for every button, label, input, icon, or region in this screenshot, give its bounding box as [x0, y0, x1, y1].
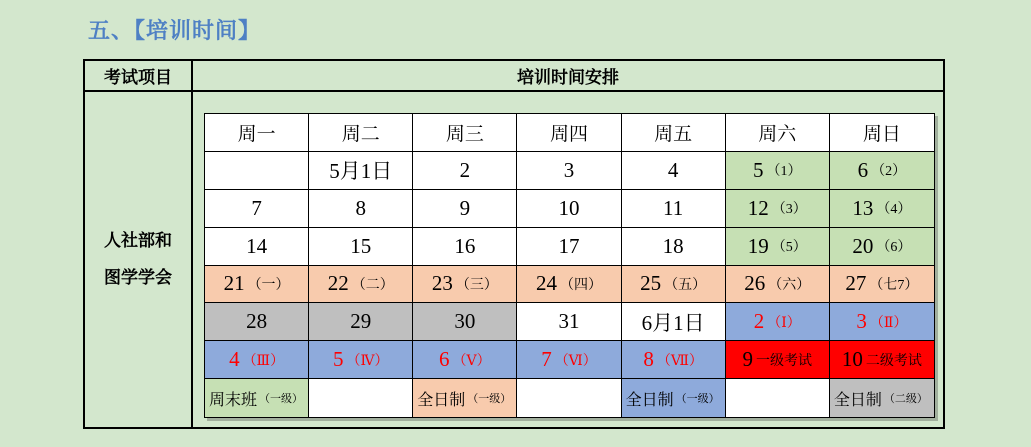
- calendar-cell: [517, 303, 621, 341]
- cell-suffix: （2）: [871, 164, 907, 180]
- cell-text: 23: [431, 271, 453, 296]
- cell-text: 31: [558, 309, 580, 334]
- calendar-cell: [413, 303, 517, 341]
- cell-suffix: （6）: [876, 240, 912, 256]
- cell-text: 4: [229, 347, 240, 372]
- cell-suffix: 一级考试: [756, 353, 813, 369]
- cell-text: 20: [852, 233, 874, 258]
- cell-text: 9: [459, 195, 471, 220]
- cell-text: 21: [223, 271, 245, 296]
- calendar-cell: [413, 266, 517, 304]
- cell-text: 10: [558, 195, 580, 220]
- page-title: 五、【培训时间】: [88, 18, 262, 43]
- calendar-cell: [517, 379, 621, 417]
- calendar-cell: [309, 266, 413, 304]
- exam-project-label-line1: 人社部和: [104, 230, 172, 250]
- cell-text: 24: [535, 271, 557, 296]
- cell-text: 29: [350, 309, 372, 334]
- cell-text: 3: [563, 157, 575, 182]
- cell-text: 14: [246, 233, 268, 258]
- cell-suffix: （一级）: [467, 393, 512, 406]
- cell-suffix: （Ⅱ）: [869, 315, 908, 331]
- cell-suffix: （一）: [247, 277, 290, 293]
- calendar-cell: [830, 341, 934, 379]
- calendar-area: [193, 92, 943, 427]
- cell-text: 16: [454, 233, 476, 258]
- cell-text: 22: [327, 271, 349, 296]
- calendar-cell: [622, 114, 726, 152]
- cell-text: 7: [251, 195, 262, 220]
- cell-suffix: （Ⅳ）: [346, 353, 389, 369]
- cell-suffix: （一级）: [675, 393, 720, 406]
- calendar-cell: [205, 341, 309, 379]
- cell-text: 6: [857, 157, 869, 182]
- calendar-cell: [726, 114, 830, 152]
- cell-text: 30: [454, 309, 476, 334]
- calendar-cell: [830, 303, 934, 341]
- calendar-date-row: [205, 190, 934, 228]
- calendar-cell: [622, 266, 726, 304]
- calendar-cell: [309, 303, 413, 341]
- calendar-cell: [726, 379, 830, 417]
- calendar-cell: [413, 228, 517, 266]
- calendar-cell: [309, 190, 413, 228]
- calendar-cell: [517, 152, 621, 190]
- calendar-cell: [413, 341, 517, 379]
- calendar-cell: [517, 228, 621, 266]
- cell-text: 5: [753, 157, 764, 182]
- cell-text: 19: [747, 233, 769, 258]
- training-schedule-table: [83, 59, 945, 429]
- calendar-cell: [726, 152, 830, 190]
- table-body-row: [85, 92, 943, 427]
- cell-text: 周六: [758, 123, 797, 145]
- cell-text: 28: [246, 309, 268, 334]
- calendar-cell: [205, 379, 309, 417]
- cell-text: 全日制: [625, 391, 674, 409]
- cell-suffix: （六）: [768, 277, 811, 293]
- cell-suffix: （二）: [351, 277, 394, 293]
- cell-text: 周三: [445, 123, 484, 145]
- cell-text: 4: [667, 157, 679, 182]
- cell-text: 9: [742, 347, 754, 372]
- calendar-cell: [413, 379, 517, 417]
- exam-project-label-line2: 图学学会: [104, 267, 172, 287]
- cell-text: 周日: [862, 123, 901, 145]
- cell-suffix: （七7）: [869, 277, 919, 293]
- calendar-cell: [726, 190, 830, 228]
- cell-suffix: （四）: [559, 277, 602, 293]
- calendar-cell: [517, 114, 621, 152]
- cell-suffix: （一级）: [259, 393, 304, 406]
- calendar-cell: [517, 341, 621, 379]
- calendar-cell: [309, 228, 413, 266]
- calendar-date-row: [205, 341, 934, 379]
- cell-text: 3: [856, 309, 867, 334]
- cell-text: 13: [852, 195, 874, 220]
- cell-suffix: （Ⅵ）: [554, 353, 597, 369]
- cell-text: 周二: [341, 123, 380, 145]
- cell-text: 26: [744, 271, 766, 296]
- cell-text: 25: [640, 271, 662, 296]
- cell-text: 12: [747, 195, 769, 220]
- calendar-cell: [622, 152, 726, 190]
- cell-text: 27: [845, 271, 867, 296]
- cell-text: 7: [541, 347, 552, 372]
- calendar-cell: [622, 228, 726, 266]
- calendar-date-row: [205, 152, 934, 190]
- cell-suffix: （二级）: [883, 393, 928, 406]
- calendar-cell: [413, 114, 517, 152]
- calendar-cell: [205, 228, 309, 266]
- calendar-cell: [622, 303, 726, 341]
- calendar-cell: [622, 341, 726, 379]
- cell-text: 周五: [654, 123, 693, 145]
- cell-text: 周末班: [209, 391, 258, 409]
- calendar-cell: [517, 266, 621, 304]
- cell-text: 周一: [237, 123, 276, 145]
- calendar-cell: [726, 341, 830, 379]
- calendar-cell: [830, 379, 934, 417]
- calendar-cell: [309, 152, 413, 190]
- calendar-cell: [309, 114, 413, 152]
- cell-text: 2: [753, 309, 765, 334]
- cell-text: 11: [663, 195, 684, 220]
- calendar-date-row: [205, 303, 934, 341]
- cell-text: 6: [439, 347, 450, 372]
- calendar-cell: [517, 190, 621, 228]
- calendar-cell: [413, 152, 517, 190]
- cell-suffix: （Ⅶ）: [656, 353, 703, 369]
- calendar-cell: [830, 190, 934, 228]
- cell-suffix: （Ⅲ）: [242, 353, 285, 369]
- cell-suffix: （1）: [766, 164, 802, 180]
- calendar-date-row: [205, 228, 934, 266]
- calendar-cell: [622, 190, 726, 228]
- calendar-cell: [726, 228, 830, 266]
- cell-text: 18: [662, 233, 684, 258]
- cell-text: 5: [332, 347, 344, 372]
- cell-suffix: （Ⅰ）: [767, 315, 801, 331]
- calendar-cell: [205, 266, 309, 304]
- cell-text: 15: [350, 233, 372, 258]
- cell-suffix: （4）: [876, 202, 912, 218]
- calendar-cell: [726, 303, 830, 341]
- cell-suffix: （Ⅴ）: [452, 353, 491, 369]
- calendar-cell: [622, 379, 726, 417]
- cell-text: 5月1日: [329, 159, 393, 184]
- calendar-cell: [309, 341, 413, 379]
- table-header-row: [85, 61, 943, 92]
- calendar-weekday-row: [205, 114, 934, 152]
- calendar-class-row: [205, 379, 934, 417]
- header-exam-project: 考试项目: [85, 61, 193, 90]
- cell-text: 6月1日: [641, 310, 705, 335]
- calendar-cell: [726, 266, 830, 304]
- cell-text: 全日制: [417, 391, 466, 409]
- calendar-cell: [830, 266, 934, 304]
- calendar-cell: [413, 190, 517, 228]
- cell-suffix: 二级考试: [865, 353, 922, 369]
- calendar-cell: [205, 114, 309, 152]
- cell-text: 2: [459, 157, 471, 182]
- calendar: [204, 113, 935, 418]
- cell-suffix: （5）: [771, 240, 807, 256]
- cell-suffix: （五）: [664, 277, 707, 293]
- calendar-cell: [205, 190, 309, 228]
- cell-text: 10: [841, 347, 863, 372]
- calendar-cell: [309, 379, 413, 417]
- calendar-cell: [205, 303, 309, 341]
- calendar-cell: [830, 114, 934, 152]
- calendar-cell: [830, 228, 934, 266]
- header-training-schedule: 培训时间安排: [517, 68, 619, 87]
- cell-suffix: （3）: [771, 202, 807, 218]
- calendar-cell: [830, 152, 934, 190]
- cell-text: 17: [558, 233, 580, 258]
- exam-project-label: [85, 92, 193, 427]
- cell-text: 全日制: [833, 391, 882, 409]
- cell-text: 周四: [549, 123, 588, 145]
- calendar-date-row: [205, 266, 934, 304]
- calendar-cell: [205, 152, 309, 190]
- cell-text: 8: [355, 195, 366, 220]
- cell-text: 8: [643, 347, 654, 372]
- cell-suffix: （三）: [455, 277, 498, 293]
